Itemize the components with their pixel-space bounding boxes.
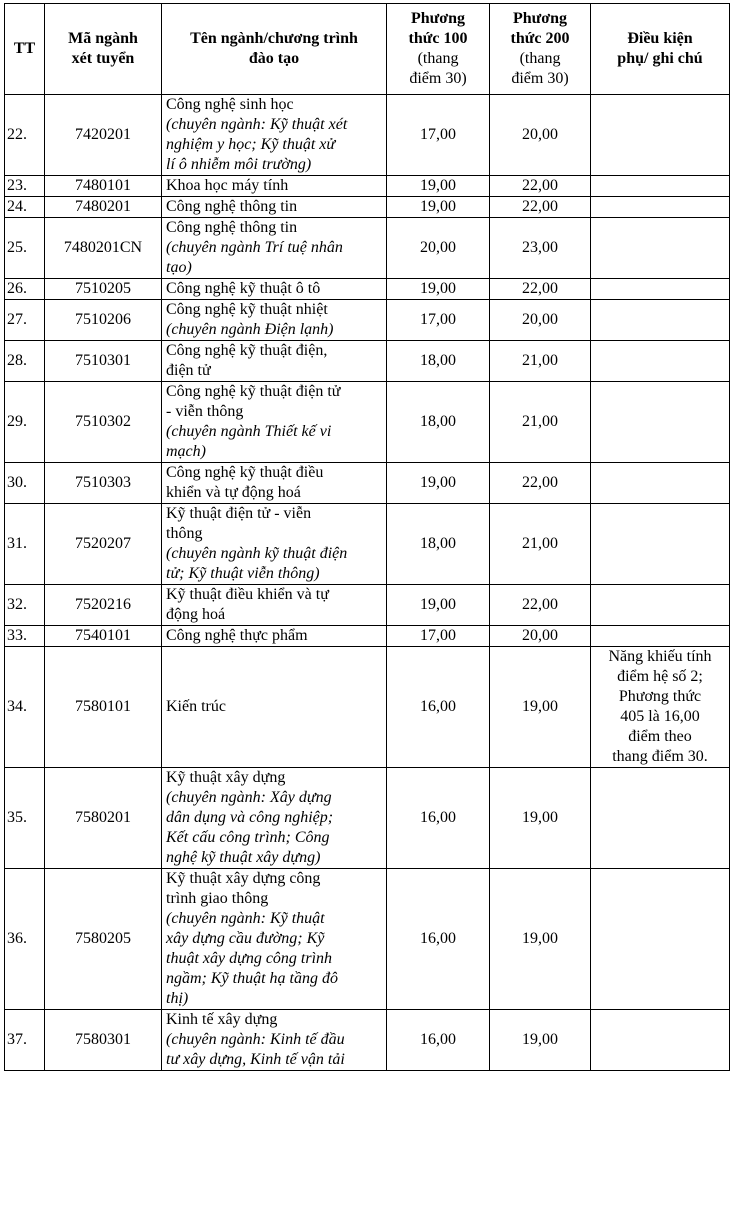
program-name — [162, 95, 387, 176]
program-name — [162, 382, 387, 463]
program-name — [162, 197, 387, 218]
program-name-line: khiển và tự động hoá — [166, 484, 301, 501]
score-method-200: 21,00 — [490, 504, 591, 585]
program-name — [162, 463, 387, 504]
program-code: 7480101 — [45, 176, 162, 197]
program-name-line: Công nghệ kỹ thuật điện, — [166, 342, 328, 359]
header-code-line: Mã ngành — [68, 30, 138, 47]
program-name-line: trình giao thông — [166, 890, 269, 907]
program-name-line: Khoa học máy tính — [166, 177, 289, 194]
score-method-200: 22,00 — [490, 279, 591, 300]
table-row — [5, 647, 730, 768]
row-number: 25. — [5, 218, 45, 279]
program-code: 7520207 — [45, 504, 162, 585]
program-name-line: Công nghệ thực phẩm — [166, 627, 308, 644]
program-specialization-line: thị) — [166, 990, 189, 1007]
note-cell — [591, 176, 730, 197]
table-body — [5, 95, 730, 1071]
note-line: điểm theo — [628, 728, 692, 745]
program-name-line: - viễn thông — [166, 403, 244, 420]
program-name-line: thông — [166, 525, 203, 542]
score-method-100: 18,00 — [387, 382, 490, 463]
program-name-line: Kinh tế xây dựng — [166, 1011, 278, 1028]
score-method-200: 22,00 — [490, 463, 591, 504]
score-method-100: 17,00 — [387, 300, 490, 341]
note-cell — [591, 869, 730, 1010]
program-name — [162, 768, 387, 869]
program-code: 7420201 — [45, 95, 162, 176]
score-method-100: 19,00 — [387, 176, 490, 197]
program-specialization-line: tư xây dựng, Kinh tế vận tải — [166, 1051, 345, 1068]
program-specialization-line: (chuyên ngành Thiết kế vi — [166, 423, 332, 440]
note-line: 405 là 16,00 — [620, 708, 700, 725]
program-name-line: Công nghệ thông tin — [166, 219, 298, 236]
row-number: 29. — [5, 382, 45, 463]
program-code: 7580101 — [45, 647, 162, 768]
table-row — [5, 176, 730, 197]
table-row — [5, 218, 730, 279]
header-m100-line: thức 100 — [408, 30, 468, 47]
note-cell — [591, 95, 730, 176]
note-cell — [591, 1010, 730, 1071]
program-specialization-line: dân dụng và công nghiệp; — [166, 809, 334, 826]
row-number: 22. — [5, 95, 45, 176]
program-specialization-line: ngầm; Kỹ thuật hạ tầng đô — [166, 970, 338, 987]
table-header-row — [5, 4, 730, 95]
note-line: Phương thức — [618, 688, 702, 705]
score-method-200: 19,00 — [490, 1010, 591, 1071]
score-method-200: 22,00 — [490, 585, 591, 626]
program-code: 7480201 — [45, 197, 162, 218]
program-name — [162, 218, 387, 279]
program-name-line: Kỹ thuật điều khiển và tự — [166, 586, 329, 603]
header-name-line: đào tạo — [248, 50, 300, 67]
score-method-200: 21,00 — [490, 341, 591, 382]
header-m200-scale: (thang — [519, 50, 561, 67]
score-method-100: 17,00 — [387, 95, 490, 176]
score-method-100: 18,00 — [387, 504, 490, 585]
program-specialization-line: (chuyên ngành: Xây dựng — [166, 789, 332, 806]
program-code: 7520216 — [45, 585, 162, 626]
row-number: 30. — [5, 463, 45, 504]
note-line: thang điểm 30. — [612, 748, 708, 765]
program-name — [162, 341, 387, 382]
score-method-100: 19,00 — [387, 585, 490, 626]
program-code: 7580205 — [45, 869, 162, 1010]
program-specialization-line: mạch) — [166, 443, 206, 460]
header-note-line: Điều kiện — [627, 30, 693, 47]
score-method-100: 16,00 — [387, 768, 490, 869]
header-m200-line: thức 200 — [510, 30, 570, 47]
table-row — [5, 197, 730, 218]
program-specialization-line: tạo) — [166, 259, 192, 276]
score-method-100: 19,00 — [387, 197, 490, 218]
program-specialization-line: (chuyên ngành Trí tuệ nhân — [166, 239, 343, 256]
header-method-200 — [490, 4, 591, 95]
header-tt: TT — [5, 4, 45, 95]
program-name-line: Công nghệ sinh học — [166, 96, 294, 113]
score-method-100: 17,00 — [387, 626, 490, 647]
score-method-100: 16,00 — [387, 647, 490, 768]
table-row — [5, 341, 730, 382]
program-specialization-line: (chuyên ngành: Kỹ thuật xét — [166, 116, 348, 133]
table-row — [5, 95, 730, 176]
admission-scores-table — [4, 3, 730, 1071]
score-method-200: 22,00 — [490, 197, 591, 218]
program-name — [162, 626, 387, 647]
score-method-200: 20,00 — [490, 626, 591, 647]
header-m200-line: Phương — [512, 10, 568, 27]
score-method-200: 19,00 — [490, 768, 591, 869]
program-name-line: Công nghệ thông tin — [166, 198, 298, 215]
note-cell — [591, 300, 730, 341]
table-row — [5, 279, 730, 300]
program-name-line: Công nghệ kỹ thuật ô tô — [166, 280, 321, 297]
note-cell — [591, 218, 730, 279]
table-row — [5, 1010, 730, 1071]
note-cell — [591, 504, 730, 585]
program-name — [162, 1010, 387, 1071]
table-row — [5, 300, 730, 341]
program-specialization-line: nghệ kỹ thuật xây dựng) — [166, 849, 321, 866]
program-name — [162, 176, 387, 197]
table-row — [5, 504, 730, 585]
note-cell — [591, 197, 730, 218]
program-code: 7510303 — [45, 463, 162, 504]
program-specialization-line: lí ô nhiễm môi trường) — [166, 156, 312, 173]
table-row — [5, 585, 730, 626]
program-name — [162, 585, 387, 626]
score-method-200: 20,00 — [490, 95, 591, 176]
score-method-100: 16,00 — [387, 869, 490, 1010]
note-cell — [591, 768, 730, 869]
row-number: 35. — [5, 768, 45, 869]
program-name — [162, 300, 387, 341]
note-cell — [591, 382, 730, 463]
program-name — [162, 279, 387, 300]
program-name — [162, 504, 387, 585]
note-line: Năng khiếu tính — [608, 648, 712, 665]
program-specialization-line: (chuyên ngành: Kỹ thuật — [166, 910, 325, 927]
score-method-200: 19,00 — [490, 869, 591, 1010]
header-m100-scale: (thang — [417, 50, 459, 67]
program-specialization-line: xây dựng cầu đường; Kỹ — [166, 930, 325, 947]
table-row — [5, 626, 730, 647]
program-name-line: điện tử — [166, 362, 211, 379]
program-specialization-line: Kết cấu công trình; Công — [166, 829, 330, 846]
note-cell — [591, 279, 730, 300]
program-name-line: Kiến trúc — [166, 698, 226, 715]
program-name-line: Kỹ thuật xây dựng công — [166, 870, 321, 887]
program-name-line: Công nghệ kỹ thuật điện tử — [166, 383, 341, 400]
score-method-200: 22,00 — [490, 176, 591, 197]
program-specialization-line: (chuyên ngành kỹ thuật điện — [166, 545, 348, 562]
table-row — [5, 463, 730, 504]
header-m100-scale: điểm 30) — [409, 70, 467, 87]
program-name-line: Công nghệ kỹ thuật điều — [166, 464, 324, 481]
note-cell — [591, 647, 730, 768]
header-m200-scale: điểm 30) — [511, 70, 569, 87]
program-code: 7580201 — [45, 768, 162, 869]
score-method-200: 20,00 — [490, 300, 591, 341]
table-row — [5, 768, 730, 869]
note-line: điểm hệ số 2; — [617, 668, 703, 685]
row-number: 27. — [5, 300, 45, 341]
program-specialization-line: (chuyên ngành Điện lạnh) — [166, 321, 334, 338]
row-number: 26. — [5, 279, 45, 300]
score-method-100: 19,00 — [387, 463, 490, 504]
row-number: 33. — [5, 626, 45, 647]
program-name-line: Kỹ thuật xây dựng — [166, 769, 286, 786]
header-name — [162, 4, 387, 95]
row-number: 32. — [5, 585, 45, 626]
program-specialization-line: thuật xây dựng công trình — [166, 950, 333, 967]
header-m100-line: Phương — [410, 10, 466, 27]
note-cell — [591, 585, 730, 626]
header-note — [591, 4, 730, 95]
score-method-100: 20,00 — [387, 218, 490, 279]
table-row — [5, 382, 730, 463]
program-name — [162, 869, 387, 1010]
row-number: 31. — [5, 504, 45, 585]
score-method-200: 21,00 — [490, 382, 591, 463]
table-row — [5, 869, 730, 1010]
program-code: 7510301 — [45, 341, 162, 382]
row-number: 37. — [5, 1010, 45, 1071]
note-cell — [591, 463, 730, 504]
program-code: 7480201CN — [45, 218, 162, 279]
score-method-200: 23,00 — [490, 218, 591, 279]
program-specialization-line: nghiệm y học; Kỹ thuật xử — [166, 136, 336, 153]
program-specialization-line: tử; Kỹ thuật viễn thông) — [166, 565, 320, 582]
row-number: 36. — [5, 869, 45, 1010]
note-cell — [591, 341, 730, 382]
program-name — [162, 647, 387, 768]
program-code: 7580301 — [45, 1010, 162, 1071]
score-method-100: 18,00 — [387, 341, 490, 382]
header-note-line: phụ/ ghi chú — [617, 50, 703, 67]
header-name-line: Tên ngành/chương trình — [190, 30, 358, 47]
program-code: 7540101 — [45, 626, 162, 647]
score-method-100: 19,00 — [387, 279, 490, 300]
row-number: 24. — [5, 197, 45, 218]
program-code: 7510205 — [45, 279, 162, 300]
program-specialization-line: (chuyên ngành: Kinh tế đầu — [166, 1031, 345, 1048]
header-code — [45, 4, 162, 95]
program-code: 7510302 — [45, 382, 162, 463]
row-number: 34. — [5, 647, 45, 768]
row-number: 23. — [5, 176, 45, 197]
header-code-line: xét tuyển — [71, 50, 135, 67]
program-code: 7510206 — [45, 300, 162, 341]
score-method-100: 16,00 — [387, 1010, 490, 1071]
score-method-200: 19,00 — [490, 647, 591, 768]
note-cell — [591, 626, 730, 647]
program-name-line: Kỹ thuật điện tử - viễn — [166, 505, 312, 522]
program-name-line: Công nghệ kỹ thuật nhiệt — [166, 301, 328, 318]
header-method-100 — [387, 4, 490, 95]
row-number: 28. — [5, 341, 45, 382]
program-name-line: động hoá — [166, 606, 226, 623]
